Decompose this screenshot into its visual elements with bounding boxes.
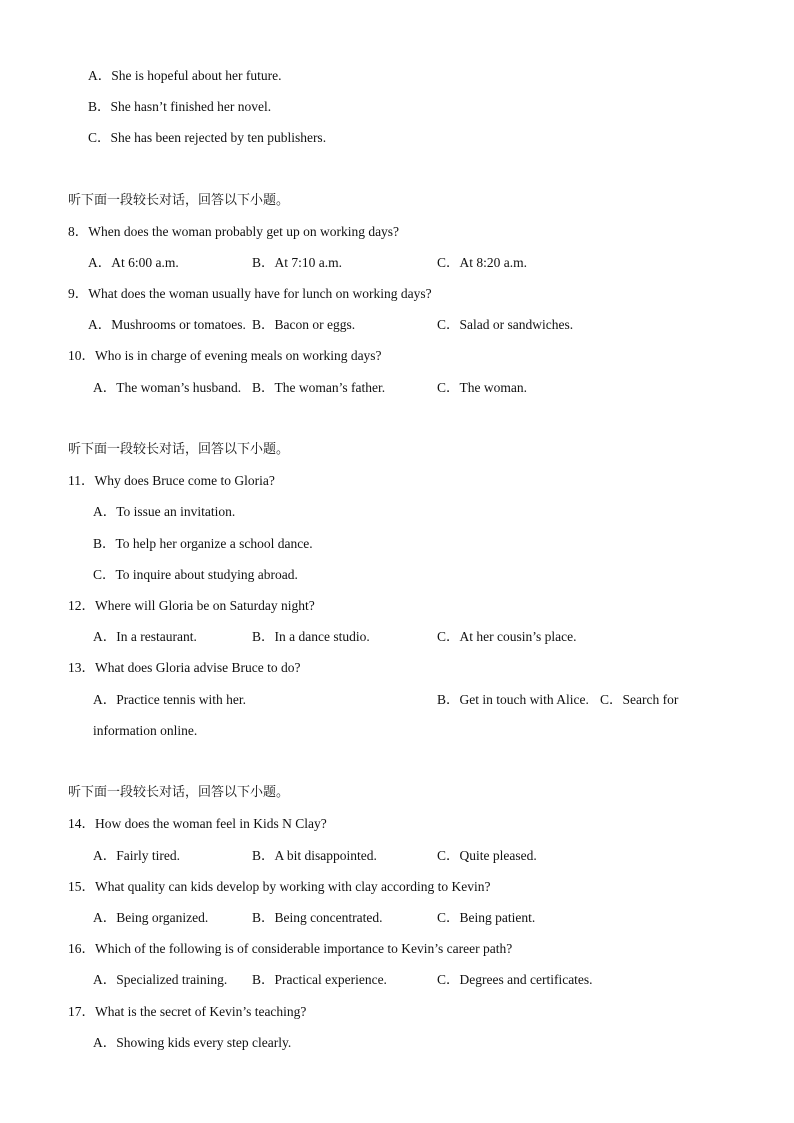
q8-option-c: C．At 8:20 a.m. [437, 255, 527, 270]
q12-option-a: A．In a restaurant. [93, 629, 197, 644]
q13-option-a: A．Practice tennis with her. [93, 692, 246, 707]
q16-option-b: B．Practical experience. [252, 972, 387, 987]
q15-stem: 15．What quality can kids develop by working with clay according to Kevin? [68, 879, 491, 894]
q16-option-a: A．Specialized training. [93, 972, 228, 987]
q15-option-a: A．Being organized. [93, 910, 209, 925]
q9-option-c: C．Salad or sandwiches. [437, 317, 574, 332]
q8-option-b: B．At 7:10 a.m. [252, 255, 342, 270]
q14-option-a: A．Fairly tired. [93, 848, 180, 863]
section-heading-2: 听下面一段较长对话，回答以下小题。 [68, 442, 290, 457]
q11-option-c: C．To inquire about studying abroad. [93, 567, 298, 582]
q9-stem: 9．What does the woman usually have for lunch on working days? [68, 286, 432, 301]
q14-option-c: C．Quite pleased. [437, 848, 537, 863]
q17-stem: 17．What is the secret of Kevin’s teaching? [68, 1004, 307, 1019]
q7-option-b: B．She hasn’t finished her novel. [88, 99, 272, 114]
q12-option-b: B．In a dance studio. [252, 629, 370, 644]
section-heading-1: 听下面一段较长对话，回答以下小题。 [68, 193, 290, 208]
q12-stem: 12．Where will Gloria be on Saturday night? [68, 598, 315, 613]
q15-option-c: C．Being patient. [437, 910, 536, 925]
section-heading-3: 听下面一段较长对话，回答以下小题。 [68, 785, 290, 800]
q7-option-a: A．She is hopeful about her future. [88, 68, 282, 83]
q17-option-a: A．Showing kids every step clearly. [93, 1035, 292, 1050]
q14-stem: 14．How does the woman feel in Kids N Clay? [68, 816, 327, 831]
q11-stem: 11．Why does Bruce come to Gloria? [68, 473, 275, 488]
q13-option-c-continued: information online. [93, 723, 198, 738]
q8-option-a: A．At 6:00 a.m. [88, 255, 179, 270]
q8-stem: 8．When does the woman probably get up on working days? [68, 224, 400, 239]
q10-option-b: B．The woman’s father. [252, 380, 386, 395]
q14-option-b: B．A bit disappointed. [252, 848, 377, 863]
q10-option-c: C．The woman. [437, 380, 527, 395]
q10-option-a: A．The woman’s husband. [93, 380, 242, 395]
q16-option-c: C．Degrees and certificates. [437, 972, 593, 987]
q9-option-b: B．Bacon or eggs. [252, 317, 356, 332]
q9-option-a: A．Mushrooms or tomatoes. [88, 317, 246, 332]
q10-stem: 10．Who is in charge of evening meals on working days? [68, 348, 382, 363]
q13-option-c: C．Search for [600, 692, 679, 707]
q12-option-c: C．At her cousin’s place. [437, 629, 577, 644]
q11-option-b: B．To help her organize a school dance. [93, 536, 313, 551]
q13-stem: 13．What does Gloria advise Bruce to do? [68, 660, 301, 675]
q11-option-a: A．To issue an invitation. [93, 504, 236, 519]
q7-option-c: C．She has been rejected by ten publishers. [88, 130, 327, 145]
q15-option-b: B．Being concentrated. [252, 910, 383, 925]
q13-option-b: B．Get in touch with Alice. [437, 692, 589, 707]
q16-stem: 16．Which of the following is of considerable importance to Kevin’s career path? [68, 941, 513, 956]
